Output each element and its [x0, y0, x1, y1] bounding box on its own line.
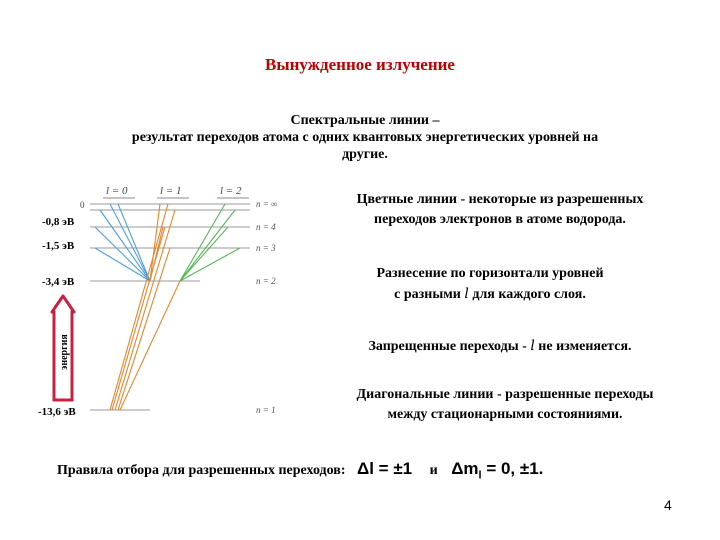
formula-delta-l: Δl = ±1: [357, 459, 413, 478]
note-colored-lines: [300, 190, 700, 230]
note-diagonal-line-1: Диагональные линии - разрешенные переходы: [356, 387, 654, 402]
note-spread-line-2: с разными l для каждого слоя.: [394, 286, 586, 302]
subtitle-line-1: Спектральные линии –: [290, 113, 440, 128]
energy-level-13-6: -13,6 эВ: [38, 406, 76, 418]
page-title: Вынужденное излучение: [265, 55, 455, 74]
energy-level-diagram: [0, 170, 300, 430]
n-label-inf: n = ∞: [256, 199, 278, 209]
n-label-4: n = 4: [256, 222, 276, 232]
column-label-l2: l = 2: [220, 185, 242, 197]
subtitle-line-3: другие.: [342, 147, 388, 162]
blue-transition-lines: [95, 204, 150, 281]
note-horizontal-spread: [290, 264, 690, 305]
column-label-l1: l = 1: [160, 185, 182, 197]
selection-rules: [57, 459, 543, 481]
energy-axis-label: энергия: [59, 334, 70, 370]
energy-arrow: [52, 296, 74, 400]
n-label-3: n = 3: [256, 243, 276, 253]
note-diagonal-line-2: между стационарными состояниями.: [387, 407, 623, 422]
note-diagonal-lines: [305, 385, 705, 425]
n-label-2: n = 2: [256, 276, 276, 286]
level-lines: [90, 204, 250, 410]
page-number: 4: [664, 497, 672, 513]
rule-conjunction: и: [429, 463, 438, 478]
note-spread-line-1: Разнесение по горизонтали уровней: [376, 266, 604, 281]
l-symbol: l: [464, 286, 469, 302]
column-label-l0: l = 0: [106, 185, 128, 197]
note-colored-line-2: переходов электронов в атоме водорода.: [374, 212, 626, 227]
n-label-1: n = 1: [256, 405, 276, 415]
l-symbol: l: [530, 338, 535, 354]
selection-rules-text: Правила отбора для разрешенных переходов:: [57, 463, 346, 478]
formula-delta-ml: $\Delta m_l = 0$, ±1.: [451, 459, 544, 482]
energy-level-3-4: -3,4 эВ: [42, 276, 75, 288]
orange-transition-lines: [110, 204, 180, 410]
zero-label: 0: [80, 200, 85, 210]
green-transition-lines: [180, 204, 240, 281]
subtitle: [40, 112, 690, 163]
energy-level-1-5: -1,5 эВ: [42, 240, 75, 252]
note-colored-line-1: Цветные линии - некоторые из разрешенных: [356, 192, 644, 207]
note-forbidden-transitions: Запрещенные переходы - l не изменяется.: [368, 338, 632, 354]
energy-level-0-8: -0,8 эВ: [42, 216, 75, 228]
subtitle-line-2: результат переходов атома с одних квантовых энергетических уровней на: [131, 130, 599, 145]
